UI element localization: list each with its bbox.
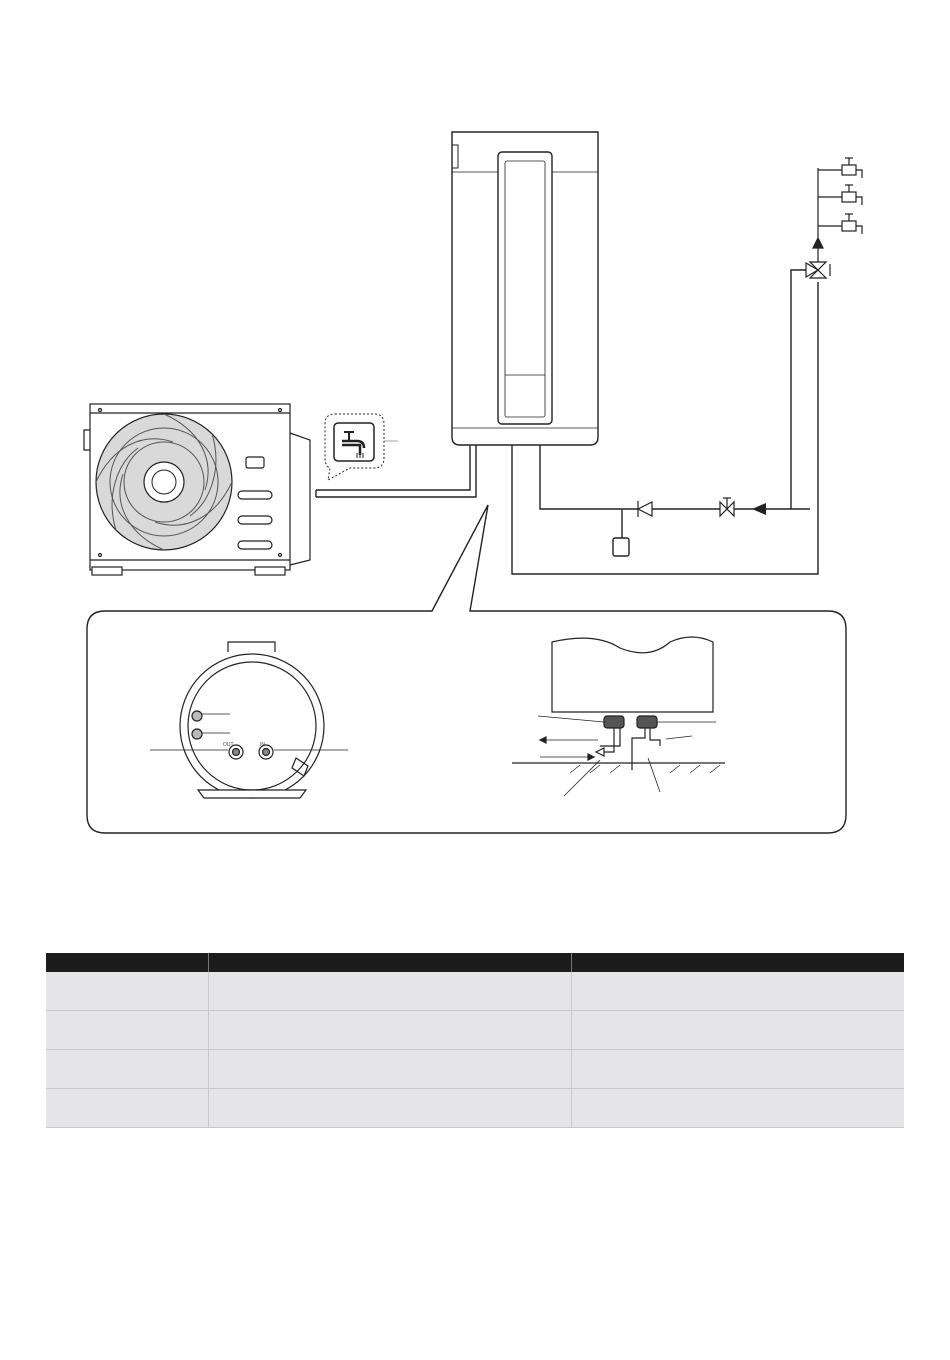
table-cell	[208, 1050, 571, 1089]
spec-table-header-cell	[208, 953, 571, 972]
shutoff-valve	[720, 498, 734, 516]
table-cell	[46, 972, 208, 1011]
table-cell	[46, 1050, 208, 1089]
table-cell	[571, 972, 904, 1011]
table-cell	[208, 1089, 571, 1128]
mixing-valve	[806, 238, 830, 278]
flow-arrow	[752, 503, 766, 515]
table-cell	[571, 1050, 904, 1089]
table-row	[46, 1011, 904, 1050]
water-tank	[452, 132, 598, 445]
table-cell	[46, 1011, 208, 1050]
table-cell	[46, 1089, 208, 1128]
spec-table-header	[46, 953, 904, 972]
table-row	[46, 1050, 904, 1089]
hot-water-tap-callout	[325, 414, 398, 480]
spec-table	[46, 953, 904, 1128]
table-cell	[208, 1011, 571, 1050]
table-cell	[571, 1011, 904, 1050]
table-cell	[208, 972, 571, 1011]
outlet-label: OUT	[223, 742, 234, 748]
table-cell	[571, 1089, 904, 1128]
outdoor-fan	[96, 414, 232, 550]
table-row	[46, 1089, 904, 1128]
check-valve	[638, 501, 652, 517]
table-row	[46, 972, 904, 1011]
outlet-taps	[818, 158, 862, 238]
inlet-label: IN	[260, 742, 265, 748]
spec-table-header-cell	[46, 953, 208, 972]
spec-table-header-cell	[571, 953, 904, 972]
